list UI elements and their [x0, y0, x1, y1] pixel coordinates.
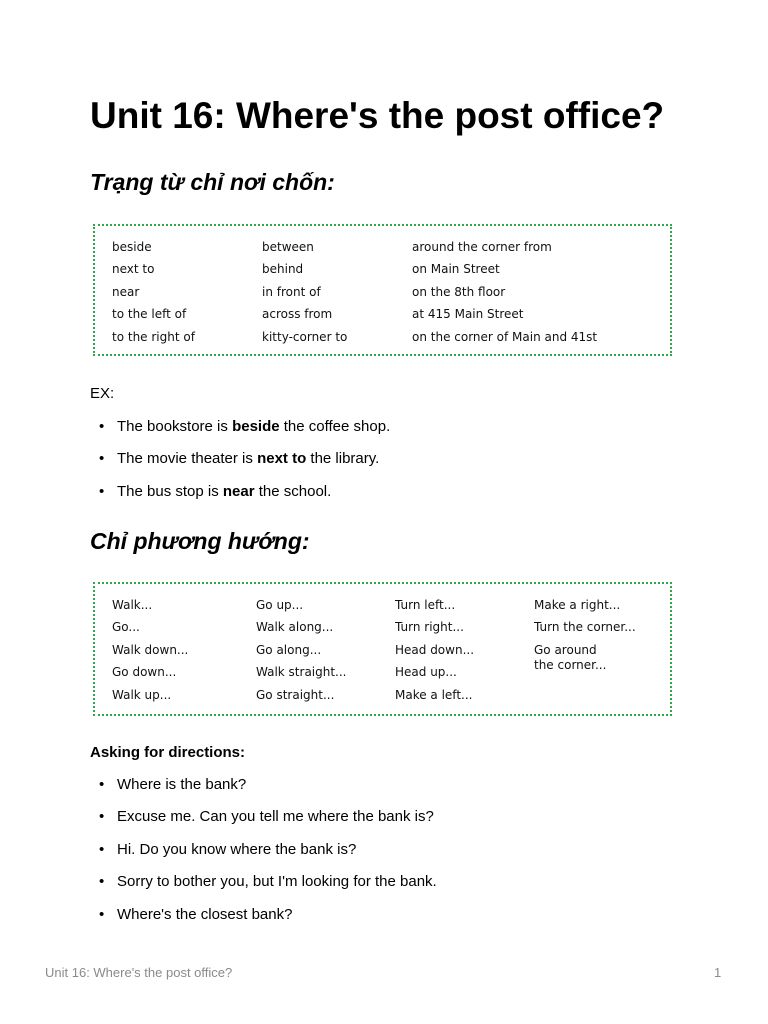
direction-item: Turn left...	[395, 598, 456, 612]
list-item: • Where is the bank?	[99, 776, 247, 793]
adverb-item: on the corner of Main and 41st	[412, 329, 598, 344]
list-item: • Hi. Do you know where the bank is?	[99, 840, 357, 858]
list-item: • Where's the closest bank?	[99, 905, 293, 923]
adverb-item: across from	[262, 307, 333, 322]
adverb-item: to the right of	[112, 329, 195, 344]
section-heading-directions: Chỉ phương hướng:	[90, 528, 310, 554]
bullet-icon: •	[99, 808, 105, 826]
adverb-item: between	[262, 240, 314, 254]
adverb-item: on the 8th floor	[412, 284, 506, 299]
adverbs-box	[93, 224, 672, 356]
direction-item: Make a left...	[395, 687, 473, 702]
directions-column-2	[256, 596, 347, 708]
direction-item: Go up...	[256, 598, 304, 612]
list-item: • The movie theater is next to the library.	[99, 450, 380, 468]
direction-item: Go along...	[256, 642, 322, 657]
adverb-item: kitty-corner to	[262, 329, 348, 344]
list-item: • Excuse me. Can you tell me where the bank is?	[99, 808, 434, 826]
bullet-icon: •	[99, 450, 105, 468]
examples-label: EX:	[90, 385, 115, 402]
adverbs-column-2	[262, 238, 347, 350]
direction-item: Turn right...	[395, 620, 464, 635]
page-number: 1	[714, 965, 722, 980]
adverb-item: beside	[112, 240, 152, 254]
adverb-item: around the corner from	[412, 240, 552, 254]
direction-item: Go...	[112, 620, 140, 635]
direction-item: Go down...	[112, 665, 177, 680]
direction-item: the corner...	[534, 657, 607, 672]
direction-item: Make a right...	[534, 598, 621, 612]
footer-title: Unit 16: Where's the post office?	[45, 965, 233, 980]
directions-box	[93, 582, 672, 716]
asking-list	[90, 776, 690, 938]
directions-column-3	[395, 596, 474, 708]
bullet-icon: •	[99, 905, 105, 923]
bullet-icon: •	[99, 482, 105, 500]
direction-item: Walk...	[112, 598, 153, 612]
adverb-item: on Main Street	[412, 262, 500, 277]
list-item: • The bus stop is near the school.	[99, 482, 332, 500]
bullet-icon: •	[99, 418, 105, 435]
direction-item: Go straight...	[256, 687, 335, 702]
direction-item: Walk down...	[112, 642, 189, 657]
direction-item: Walk straight...	[256, 665, 347, 680]
adverb-item: at 415 Main Street	[412, 307, 524, 322]
adverb-item: behind	[262, 262, 304, 277]
list-item: • The bookstore is beside the coffee shop.	[99, 418, 391, 435]
adverb-item: near	[112, 284, 140, 299]
adverb-item: in front of	[262, 284, 321, 299]
direction-item: Walk up...	[112, 687, 172, 702]
asking-directions-label: Asking for directions:	[90, 744, 246, 761]
adverbs-column-3	[412, 238, 597, 350]
list-item: • Sorry to bother you, but I'm looking for the bank.	[99, 873, 437, 891]
direction-item: Walk along...	[256, 620, 334, 635]
direction-item: Head up...	[395, 665, 457, 680]
directions-column-4	[534, 596, 636, 673]
adverb-item: to the left of	[112, 307, 187, 322]
page-title: Unit 16: Where's the post office?	[90, 95, 665, 136]
examples-list	[90, 418, 690, 515]
direction-item: Head down...	[395, 642, 475, 657]
bullet-icon: •	[99, 840, 105, 858]
section-heading-adverbs: Trạng từ chỉ nơi chốn:	[90, 169, 335, 195]
direction-item: Go around	[534, 642, 597, 657]
direction-item: Turn the corner...	[534, 620, 636, 635]
bullet-icon: •	[99, 776, 105, 793]
adverb-item: next to	[112, 262, 155, 277]
directions-column-1	[112, 596, 188, 708]
bullet-icon: •	[99, 873, 105, 891]
adverbs-column-1	[112, 238, 195, 350]
